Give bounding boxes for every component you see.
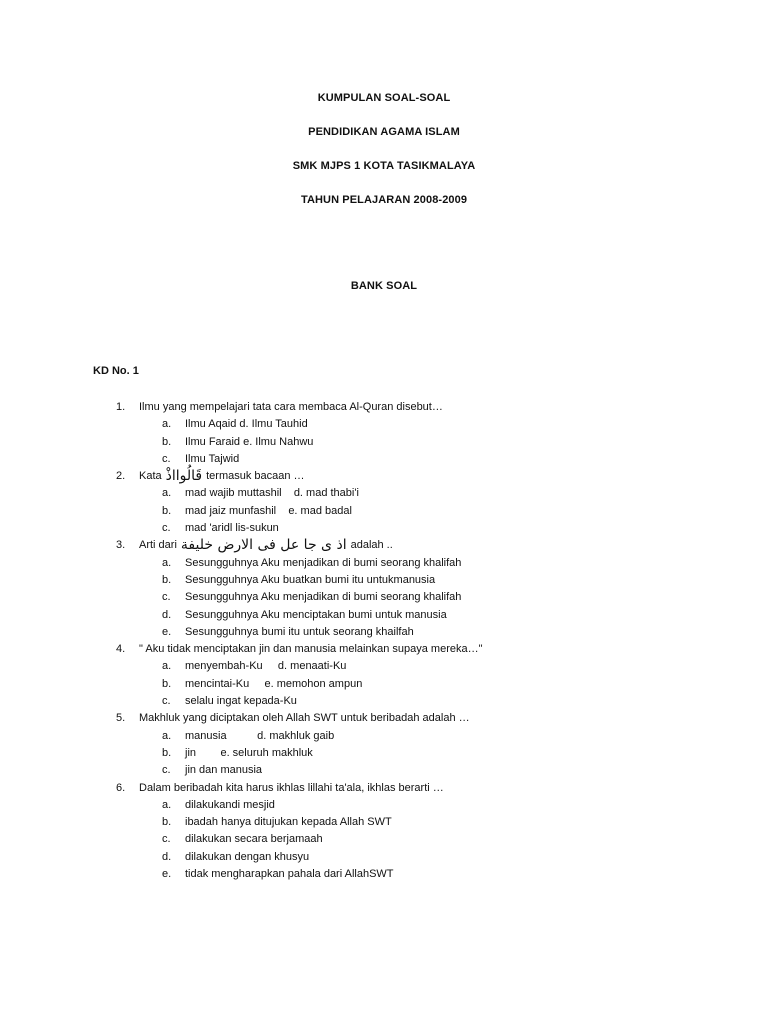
option-line [0, 624, 768, 641]
question-text: Makhluk yang diciptakan oleh Allah SWT untuk beribadah adalah … [139, 712, 470, 725]
option-letter: c. [162, 695, 171, 708]
question-line [0, 780, 768, 797]
question-item [0, 468, 768, 537]
option-text: menyembah-Ku d. menaati-Ku [185, 660, 347, 673]
option-text: Ilmu Tajwid [185, 452, 240, 465]
arabic-phrase: قَالُوااذْ [165, 468, 203, 485]
question-line [0, 399, 768, 416]
question-number: 2. [116, 470, 126, 483]
option-letter: d. [162, 608, 172, 621]
doc-title-school: SMK MJPS 1 KOTA TASIKMALAYA [292, 160, 476, 172]
option-text: Ilmu Aqaid d. Ilmu Tauhid [185, 418, 308, 431]
option-line [0, 745, 768, 762]
option-letter: b. [162, 677, 172, 690]
option-letter: b. [162, 504, 172, 517]
option-text: Ilmu Faraid e. Ilmu Nahwu [185, 435, 314, 448]
option-line [0, 416, 768, 433]
question-item [0, 710, 768, 779]
option-text: selalu ingat kepada-Ku [185, 695, 297, 708]
question-item [0, 399, 768, 468]
option-letter: a. [162, 798, 172, 811]
option-letter: b. [162, 816, 172, 829]
option-letter: e. [162, 868, 172, 881]
option-letter: b. [162, 573, 172, 586]
doc-title-subject: PENDIDIKAN AGAMA ISLAM [308, 126, 460, 138]
option-line [0, 434, 768, 451]
option-line [0, 814, 768, 831]
question-text-post: adalah .. [350, 539, 393, 552]
question-text-post: termasuk bacaan … [206, 470, 305, 483]
option-letter: a. [162, 487, 172, 500]
question-text [139, 537, 393, 554]
option-text: dilakukan dengan khusyu [185, 850, 310, 863]
question-number: 4. [116, 643, 126, 656]
option-text: Sesungguhnya Aku menjadikan di bumi seorang khalifah [185, 556, 462, 569]
option-line [0, 589, 768, 606]
option-text: Sesungguhnya Aku menciptakan bumi untuk manusia [185, 608, 447, 621]
option-text: dilakukandi mesjid [185, 798, 275, 811]
option-letter: b. [162, 746, 172, 759]
option-letter: b. [162, 435, 172, 448]
option-text: jin dan manusia [185, 764, 263, 777]
question-text-pre: Kata [139, 470, 162, 483]
option-line [0, 849, 768, 866]
option-letter: a. [162, 556, 172, 569]
option-letter: a. [162, 729, 172, 742]
option-letter: e. [162, 625, 172, 638]
option-line [0, 831, 768, 848]
option-text: ibadah hanya ditujukan kepada Allah SWT [185, 816, 392, 829]
option-text: mencintai-Ku e. memohon ampun [185, 677, 363, 690]
option-line [0, 658, 768, 675]
option-line [0, 762, 768, 779]
option-letter: d. [162, 850, 172, 863]
question-item [0, 780, 768, 884]
option-line [0, 485, 768, 502]
arabic-phrase: اذ ى جا عل فى الارض خليفة [180, 537, 347, 554]
question-text: Ilmu yang mempelajari tata cara membaca Al-Quran disebut… [139, 401, 443, 413]
question-number: 3. [116, 539, 126, 552]
question-item [0, 641, 768, 710]
option-line [0, 676, 768, 693]
question-line [0, 641, 768, 658]
option-text: tidak mengharapkan pahala dari AllahSWT [185, 868, 394, 881]
question-list [0, 399, 768, 883]
doc-title-year: TAHUN PELAJARAN 2008-2009 [300, 194, 468, 206]
doc-title-collection: KUMPULAN SOAL-SOAL [317, 92, 451, 104]
option-line [0, 797, 768, 814]
question-line [0, 468, 768, 485]
option-text: mad 'aridl lis-sukun [185, 522, 279, 535]
option-line [0, 607, 768, 624]
question-text [139, 468, 305, 485]
option-line [0, 520, 768, 537]
option-letter: c. [162, 764, 171, 777]
option-text: dilakukan secara berjamaah [185, 833, 323, 846]
option-text: Sesungguhnya bumi itu untuk seorang khailfah [185, 625, 414, 638]
option-text: mad wajib muttashil d. mad thabi'i [185, 487, 359, 500]
doc-title-bank: BANK SOAL [350, 280, 418, 292]
option-text: Sesungguhnya Aku buatkan bumi itu untukmanusia [185, 573, 436, 586]
option-text: mad jaiz munfashil e. mad badal [185, 504, 352, 517]
section-heading-kd: KD No. 1 [93, 365, 139, 377]
question-text: " Aku tidak menciptakan jin dan manusia melainkan supaya mereka…" [139, 643, 483, 656]
option-line [0, 728, 768, 745]
option-text: Sesungguhnya Aku menjadikan di bumi seorang khalifah [185, 591, 462, 604]
option-line [0, 451, 768, 468]
question-text-pre: Arti dari [139, 539, 177, 552]
question-line [0, 710, 768, 727]
option-letter: a. [162, 660, 172, 673]
option-letter: c. [162, 833, 171, 846]
option-text: manusia d. makhluk gaib [185, 729, 335, 742]
option-letter: a. [162, 418, 172, 431]
question-text: Dalam beribadah kita harus ikhlas lillahi ta'ala, ikhlas berarti … [139, 781, 444, 794]
question-number: 5. [116, 712, 126, 725]
option-line [0, 555, 768, 572]
question-number: 1. [116, 401, 126, 413]
question-item [0, 537, 768, 641]
option-letter: c. [162, 452, 171, 465]
option-line [0, 866, 768, 883]
option-line [0, 693, 768, 710]
option-line [0, 503, 768, 520]
option-letter: c. [162, 522, 171, 535]
option-line [0, 572, 768, 589]
question-line [0, 537, 768, 554]
option-letter: c. [162, 591, 171, 604]
question-number: 6. [116, 781, 126, 794]
option-text: jin e. seluruh makhluk [185, 746, 313, 759]
